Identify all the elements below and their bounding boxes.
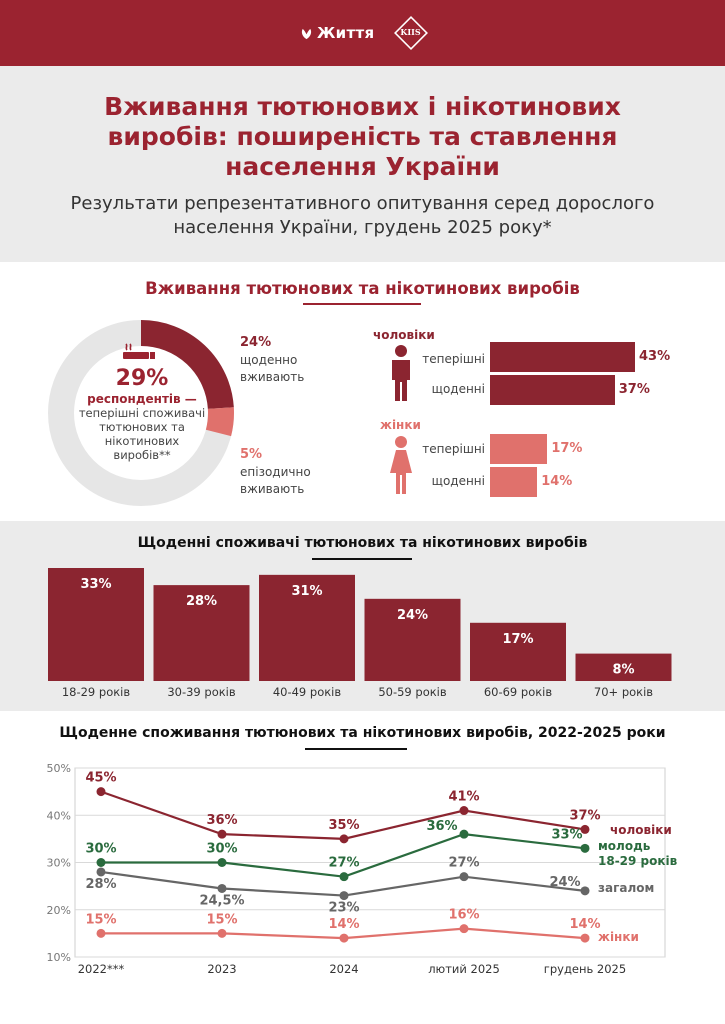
trend-chart-underline <box>305 748 407 750</box>
series-name-women: жінки <box>598 930 639 944</box>
series-value-label-men: 37% <box>569 808 601 824</box>
donut-episodic-pct: 5% <box>240 447 263 462</box>
page-subtitle: Результати репрезентативного опитування серед дорослого населення України, грудень 2025 року* <box>70 193 655 238</box>
women-current-bar <box>490 434 547 464</box>
series-value-label-women: 15% <box>85 912 117 928</box>
series-value-label-total: 27% <box>448 855 480 871</box>
women-label: жінки <box>380 418 421 432</box>
donut-daily-pct: 24% <box>240 335 272 350</box>
age-category-label: 40-49 років <box>272 685 342 699</box>
age-bar-value: 31% <box>291 583 323 599</box>
series-value-label-youth: 30% <box>206 841 238 857</box>
series-point-total <box>460 872 469 881</box>
women-current-label: теперішні <box>422 442 485 456</box>
series-point-youth <box>218 858 227 867</box>
series-value-label-total: 28% <box>85 876 117 892</box>
series-point-women <box>460 924 469 933</box>
men-current-label: теперішні <box>422 352 485 366</box>
kiis-logo-text: KIIS <box>400 28 422 38</box>
series-value-label-men: 41% <box>448 789 480 805</box>
series-point-women <box>581 934 590 943</box>
y-tick-label: 30% <box>46 856 71 870</box>
age-category-label: 70+ років <box>593 685 654 699</box>
y-tick-label: 50% <box>46 762 71 775</box>
x-tick-label: лютий 2025 <box>428 962 500 976</box>
x-tick-label: 2023 <box>207 962 237 976</box>
series-value-label-youth: 36% <box>426 819 458 835</box>
series-point-youth <box>340 872 349 881</box>
series-point-total <box>97 867 106 876</box>
series-value-label-women: 16% <box>448 907 480 923</box>
x-tick-label: грудень 2025 <box>543 962 627 976</box>
men-daily-value: 37% <box>618 382 650 397</box>
series-value-label-total: 23% <box>328 900 360 916</box>
series-point-youth <box>97 858 106 867</box>
series-value-label-men: 35% <box>328 817 360 833</box>
series-value-label-total: 24% <box>549 874 581 890</box>
series-name-youth-line2: 18-29 років <box>598 854 678 868</box>
men-current-value: 43% <box>639 349 671 364</box>
series-point-women <box>97 929 106 938</box>
series-point-men <box>97 787 106 796</box>
x-tick-label: 2024 <box>329 962 359 976</box>
series-value-label-youth: 30% <box>85 841 117 857</box>
kiis-logo <box>396 0 426 66</box>
donut-daily-label: щоденно вживають <box>240 353 305 384</box>
series-name-youth: молодь <box>598 839 651 853</box>
men-daily-bar <box>490 375 615 405</box>
age-bar-value: 17% <box>502 631 534 647</box>
age-bar-value: 24% <box>396 607 429 623</box>
series-point-women <box>340 934 349 943</box>
series-point-youth <box>460 830 469 839</box>
series-point-youth <box>581 844 590 853</box>
series-point-women <box>218 929 227 938</box>
age-category-label: 50-59 років <box>378 685 447 699</box>
women-daily-bar <box>490 467 537 497</box>
series-value-label-youth: 33% <box>551 827 583 843</box>
women-daily-value: 14% <box>541 474 573 489</box>
series-value-label-total: 24,5% <box>199 893 245 909</box>
series-point-men <box>218 830 227 839</box>
trend-chart-title: Щоденне споживання тютюнових та нікотинових виробів, 2022-2025 роки <box>59 725 666 741</box>
men-daily-label: щоденні <box>431 382 485 396</box>
zhyttia-logo-text: Життя <box>317 24 375 42</box>
age-category-label: 60-69 років <box>483 685 553 699</box>
age-category-label: 30-39 років <box>167 685 236 699</box>
zhyttia-logo <box>300 0 374 66</box>
series-value-label-women: 14% <box>328 917 360 933</box>
section1-underline <box>303 303 421 305</box>
age-bar-value: 28% <box>185 594 218 610</box>
series-value-label-men: 45% <box>85 770 117 786</box>
donut-center-text: 29% респондентів — теперішні споживачі тютюнових та нікотинових виробів** <box>62 340 222 462</box>
donut-center-resp: респондентів — <box>87 392 197 406</box>
series-point-total <box>218 884 227 893</box>
age-chart-title: Щоденні споживачі тютюнових та нікотинових виробів <box>137 535 588 551</box>
series-name-men: чоловіки <box>610 823 672 837</box>
series-value-label-women: 14% <box>569 917 601 933</box>
series-point-men <box>340 834 349 843</box>
donut-center-pct: 29% <box>115 366 169 391</box>
women-daily-label: щоденні <box>431 474 485 488</box>
page-title: Вживання тютюнових і нікотинових виробів: поширеність та ставлення населення України <box>104 92 621 181</box>
trend-line-chart <box>0 755 725 1024</box>
age-bar-chart <box>0 521 725 711</box>
series-value-label-men: 36% <box>206 813 238 829</box>
y-tick-label: 40% <box>46 809 71 823</box>
y-tick-label: 10% <box>46 951 71 964</box>
series-point-total <box>340 891 349 900</box>
women-current-value: 17% <box>551 441 583 456</box>
series-point-total <box>581 886 590 895</box>
donut-episodic-label: епізодично вживають <box>240 465 311 496</box>
x-tick-label: 2022*** <box>77 962 125 976</box>
series-value-label-youth: 27% <box>328 855 360 871</box>
age-category-label: 18-29 років <box>61 685 131 699</box>
y-tick-label: 20% <box>46 903 71 917</box>
series-point-men <box>460 806 469 815</box>
age-bar-value: 33% <box>80 577 112 592</box>
series-value-label-women: 15% <box>206 912 238 928</box>
leaf-icon <box>300 27 313 40</box>
men-current-bar <box>490 342 635 372</box>
series-name-total: загалом <box>598 881 655 895</box>
men-label: чоловіки <box>373 328 435 342</box>
age-bar-value: 8% <box>612 662 635 678</box>
section1-title: Вживання тютюнових та нікотинових виробів <box>145 279 580 298</box>
